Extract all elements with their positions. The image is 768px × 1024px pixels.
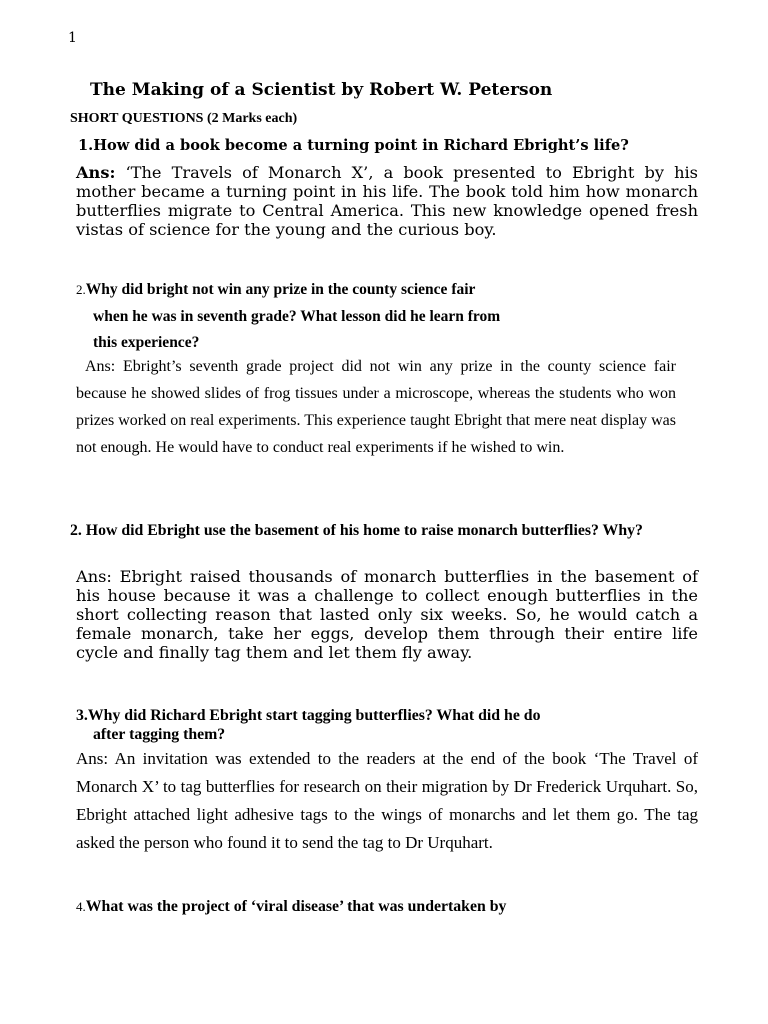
question-4 bbox=[76, 898, 736, 916]
question-4-text: What was the project of ‘viral disease’ that was undertaken by bbox=[85, 898, 507, 915]
question-3-line2: after tagging them? bbox=[93, 726, 226, 743]
answer-2b: Ans: Ebright raised thousands of monarch butterflies in the basement of his house because it was a challenge to collect enough butterflies in the short collecting reason that lasted only six weeks. So, he would catch a female monarch, take her eggs, develop them through their entire life cycle and finally tag them and let them fly away. bbox=[76, 567, 698, 662]
answer-2a: Ans: Ebright’s seventh grade project did not win any prize in the county science fair because he showed slides of frog tissues under a microscope, whereas the students who won prizes worked on real experiments. This experience taught Ebright that mere neat display was not enough. He would have to conduct real experiments if he wished to win. bbox=[76, 358, 676, 456]
page-title: The Making of a Scientist by Robert W. Peterson bbox=[90, 80, 553, 100]
question-2a bbox=[76, 277, 716, 357]
answer-1-text: ‘The Travels of Monarch X’, a book presented to Ebright by his mother became a turning point in his life. The book told him how monarch butterflies migrate to Central America. This new knowledge opened fresh vistas of science for the young and the curious boy. bbox=[76, 163, 698, 239]
question-1-number: 1. bbox=[78, 137, 94, 154]
page-number: 1 bbox=[68, 30, 77, 46]
question-4-number: 4. bbox=[76, 899, 86, 914]
question-2a-line2: when he was in seventh grade? What lesson did he learn from bbox=[93, 307, 501, 325]
answer-1 bbox=[76, 163, 698, 239]
question-3 bbox=[76, 706, 716, 744]
question-3-line1: Why did Richard Ebright start tagging butterflies? What did he do bbox=[87, 707, 541, 724]
question-1-text: How did a book become a turning point in Richard Ebright’s life? bbox=[93, 137, 629, 154]
question-2a-number: 2. bbox=[76, 282, 86, 297]
question-1 bbox=[78, 137, 708, 154]
section-heading: SHORT QUESTIONS (2 Marks each) bbox=[70, 111, 298, 126]
question-2b: 2. How did Ebright use the basement of his home to raise monarch butterflies? Why? bbox=[70, 522, 643, 539]
answer-3: Ans: An invitation was extended to the readers at the end of the book ‘The Travel of Monarch X’ to tag butterflies for research on their migration by Dr Frederick Urquhart. So, Ebright attached light adhesive tags to the wings of monarchs and let them go. The tag asked the person who found it to send the tag to Dr Urquhart. bbox=[76, 749, 698, 852]
question-2a-line3: this experience? bbox=[93, 334, 200, 351]
question-3-number: 3. bbox=[76, 707, 88, 724]
answer-1-label: Ans: bbox=[76, 163, 116, 182]
question-2a-line1: Why did bright not win any prize in the county science fair bbox=[85, 281, 476, 298]
